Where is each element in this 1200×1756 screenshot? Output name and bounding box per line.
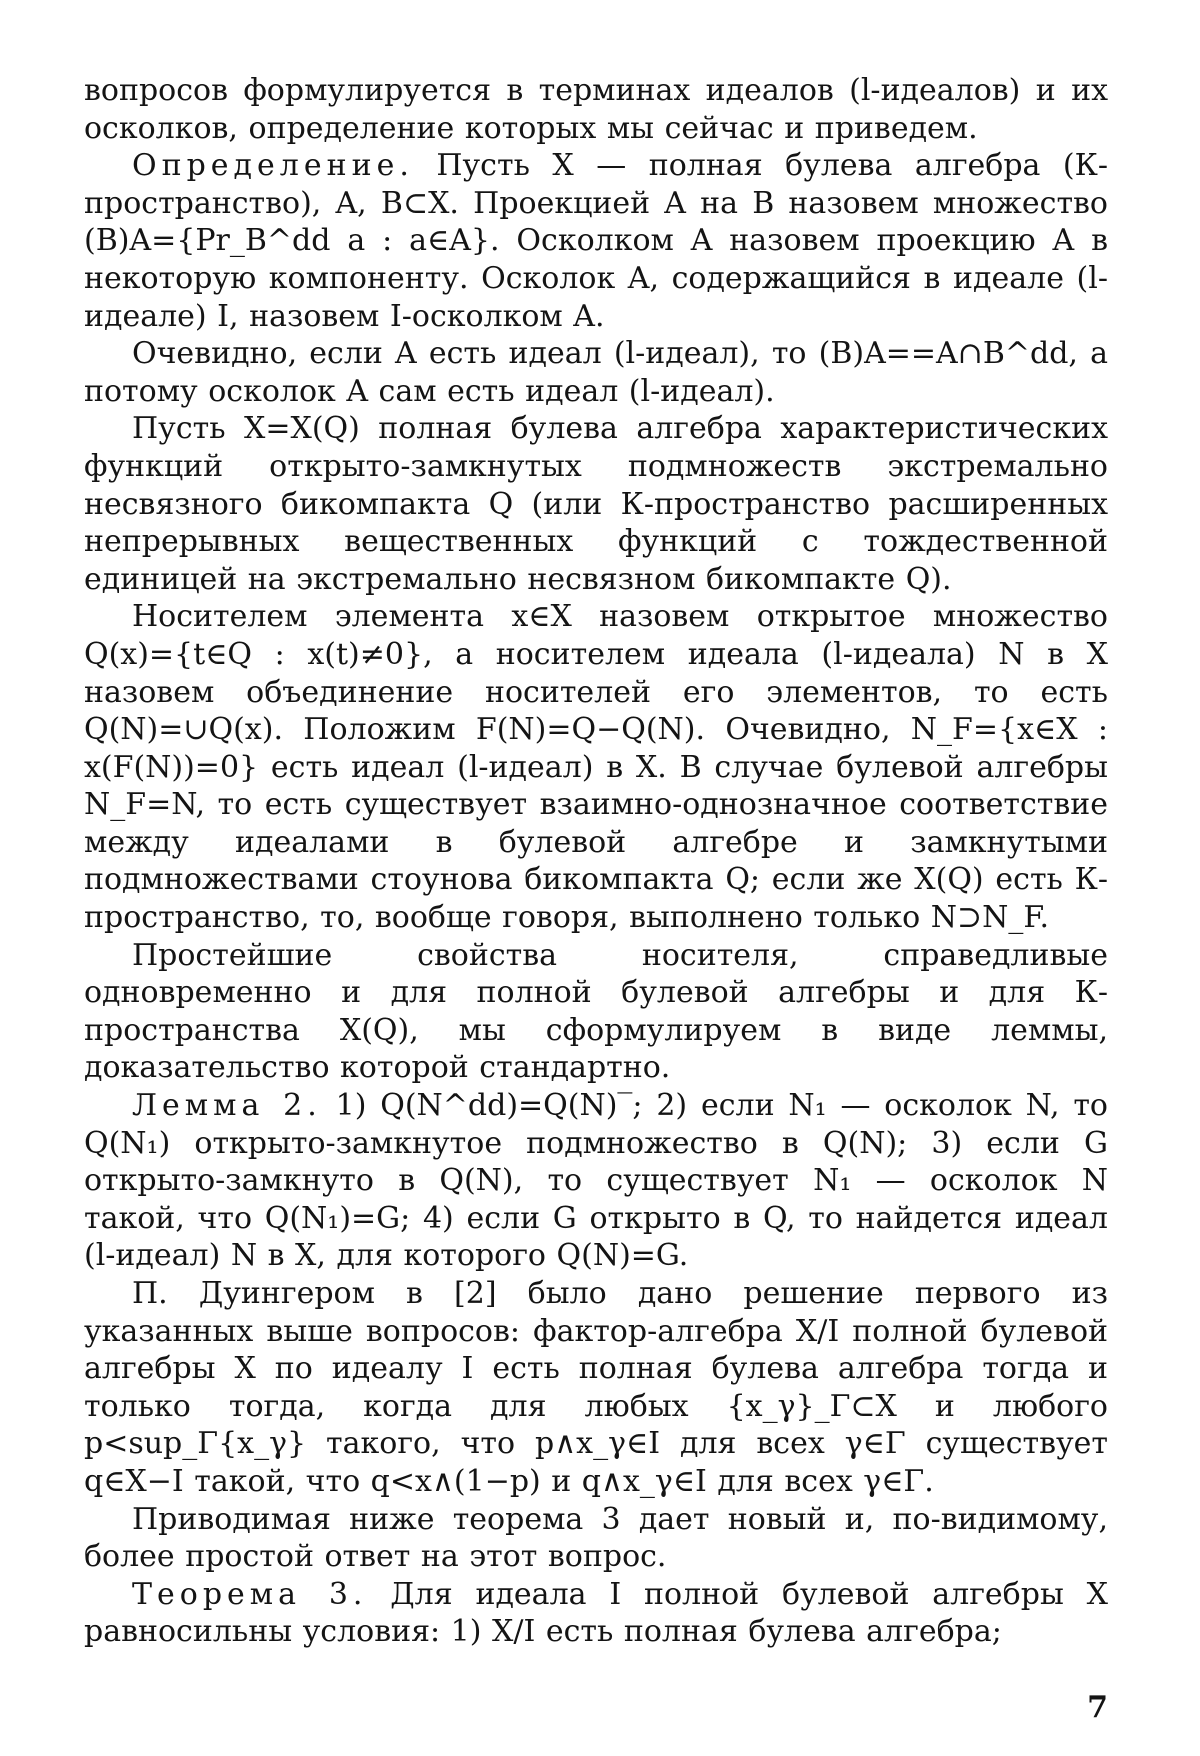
theorem-3-text: Для идеала I полной булевой алгебры X равносильны условия: 1) X/I есть полная булева алгебра;	[84, 1576, 1108, 1650]
paragraph-theorem-3	[84, 1576, 1108, 1651]
paragraph-6	[84, 937, 1108, 1087]
paragraph-1	[84, 72, 1108, 147]
paragraph-9	[84, 1501, 1108, 1576]
paragraph-9-text: Приводимая ниже теорема 3 дает новый и, по-видимому, более простой ответ на этот вопрос.	[84, 1501, 1108, 1575]
paragraph-1-text: вопросов формулируется в терминах идеалов (l-идеалов) и их осколков, определение которых мы сейчас и приведем.	[84, 73, 1108, 146]
paragraph-5-text: Носителем элемента x∈X назовем открытое множество Q(x)={t∈Q : x(t)≠0}, а носителем идеала (l-идеала) N в X назовем объединение носителей его элементов, то есть Q(N)=∪Q(x). Положим F(N)=Q−Q(N). Очевидно, N_F={x∈X : x(F(N))=0} есть идеал (l-идеал) в X. В случае булевой алгебры N_F=N, то есть существует взаимно-однозначное соответствие между идеалами в булевой алгебре и замкнутыми подмножествами стоунова бикомпакта Q; если же X(Q) есть К-пространство, то, вообще говоря, выполнено только N⊃N_F.	[84, 599, 1108, 936]
definition-text: Пусть X — полная булева алгебра (К-пространство), A, B⊂X. Проекцией A на B назовем множество (B)A={Pr_B^dd a : a∈A}. Осколком A назовем проекцию A в некоторую компоненту. Осколок A, содержащийся в идеале (l-идеале) I, назовем I-осколком A.	[84, 148, 1108, 334]
lemma-2-lead: Лемма 2.	[132, 1088, 322, 1124]
paragraph-8	[84, 1275, 1108, 1501]
paragraph-6-text: Простейшие свойства носителя, справедливые одновременно и для полной булевой алгебры и для К-пространства X(Q), мы сформулируем в виде леммы, доказательство которой стандартно.	[84, 937, 1108, 1086]
paragraph-5	[84, 598, 1108, 936]
paragraph-8-text: П. Дуингером в [2] было дано решение первого из указанных выше вопросов: фактор-алгебра X/I полной булевой алгебры X по идеалу I есть полная булева алгебра тогда и только тогда, когда для любых {x_γ}_Γ⊂X и любого p<sup_Γ{x_γ} такого, что p∧x_γ∈I для всех γ∈Γ существует q∈X−I такой, что q<x∧(1−p) и q∧x_γ∈I для всех γ∈Γ.	[84, 1276, 1108, 1499]
page-number: 7	[1087, 1690, 1108, 1725]
lemma-2-text: 1) Q(N^dd)=Q(N)‾; 2) если N₁ — осколок N, то Q(N₁) открыто-замкнутое подмножество в Q(N); 3) если G открыто-замкнуто в Q(N), то существует N₁ — осколок N такой, что Q(N₁)=G; 4) если G открыто в Q, то найдется идеал (l-идеал) N в X, для которого Q(N)=G.	[84, 1088, 1108, 1274]
paragraph-3	[84, 335, 1108, 410]
theorem-3-lead: Теорема 3.	[132, 1576, 368, 1612]
paragraph-4-text: Пусть X=X(Q) полная булева алгебра характеристических функций открыто-замкнутых подмножеств экстремально несвязного бикомпакта Q (или К-пространство расширенных непрерывных вещественных функций с тождественной единицей на экстремально несвязном бикомпакте Q).	[84, 411, 1108, 597]
paragraph-lemma-2	[84, 1087, 1108, 1275]
definition-lead: Определение.	[132, 148, 414, 184]
paragraph-3-text: Очевидно, если A есть идеал (l-идеал), то (B)A==A∩B^dd, а потому осколок A сам есть идеал (l-идеал).	[84, 336, 1108, 409]
paragraph-4	[84, 410, 1108, 598]
paragraph-definition	[84, 147, 1108, 335]
